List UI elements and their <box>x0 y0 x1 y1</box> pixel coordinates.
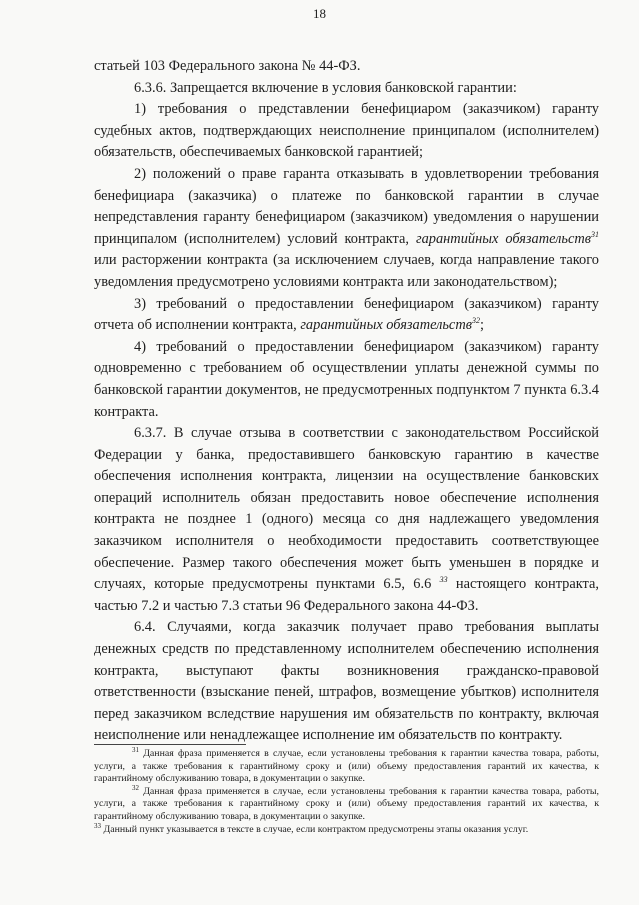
footnote-ref: 31 <box>591 229 599 239</box>
text-run: 6.3.6. Запрещается включение в условия банковской гарантии: <box>134 79 517 96</box>
footnote-separator <box>94 744 246 745</box>
footnote-text: Данная фраза применяется в случае, если установлены требования к гарантии качества товара, работы, услуги, а также требования к гарантийному сроку и (или) объему предоставления гарантий их качества, к гарантийному обслуживанию товара, в документации о закупке. <box>94 785 599 822</box>
text-run: настоящего контракта, частью 7.2 и частью 7.3 статьи 96 Федерального закона 44-ФЗ. <box>94 576 599 614</box>
footnote-mark: 31 <box>132 746 139 754</box>
footnote-mark: 32 <box>132 783 139 792</box>
paragraph-p4 <box>94 294 599 337</box>
footnote-text: Данный пункт указывается в тексте в случае, если контрактом предусмотрены этапы оказания услуг. <box>101 823 529 835</box>
text-run: 4) требований о предоставлении бенефициаром (заказчиком) гаранту одновременно с требованием об осуществлении уплаты денежной суммы по банковской гарантии документов, не предусмотренных подпунктом 7 пункта 6.3.4 контракта. <box>94 338 599 420</box>
footnote-ref: 33 <box>439 575 448 585</box>
text-run: 2) положений о праве гаранта отказывать в удовлетворении требования бенефициара (заказчика) о платеже по банковской гарантии в случае непредставления гаранту бенефициаром (заказчиком) уведомления о нарушении принципалом (исполнителем) условий контракта, <box>94 165 599 247</box>
document-body <box>94 56 599 747</box>
text-run: 3) требований о предоставлении бенефициаром (заказчиком) гаранту отчета об исполнении контракта, <box>94 295 599 334</box>
footnotes <box>94 748 599 836</box>
footnote-ref: 32 <box>471 316 480 326</box>
text-run: 6.4. Случаями, когда заказчик получает право требования выплаты денежных средств по представленному исполнителем обеспечению исполнения контракта, выступают факты возникновения гражданско-правовой ответственности (взыскание пеней, штрафов, возмещение убытков) исполнителя перед заказчиком вследствие нарушения им обязательств по контракту, включая неисполнение или ненадлежащее исполнение им обязательств по контракту. <box>94 619 599 744</box>
text-run: 6.3.7. В случае отзыва в соответствии с законодательством Российской Федерации у банка, предоставившего банковскую гарантию в качестве обеспечения исполнения контракта, лицензии на осуществление банковских операций исполнитель обязан предоставить новое обеспечение исполнения контракта не позднее 1 (одного) месяца со дня надлежащего уведомления заказчиком исполнителя о необходимости предоставить соответствующее обеспечение. Размер такого обеспечения может быть уменьшен в порядке и случаях, которые предусмотрены пунктами 6.5, 6.6 <box>94 425 599 593</box>
footnote-f32 <box>94 783 599 824</box>
text-run: ; <box>479 317 484 334</box>
text-run: статьей 103 Федерального закона № 44-ФЗ. <box>94 58 361 74</box>
text-run: или расторжении контракта (за исключением случаев, когда направление такого уведомления предусмотрено условиями контракта или законодательством); <box>94 252 599 290</box>
paragraph-p7 <box>94 617 599 747</box>
italic-phrase: гарантийных обязательств <box>415 230 591 247</box>
footnote-f33 <box>94 821 599 837</box>
footnote-mark: 33 <box>94 821 101 830</box>
text-run: 1) требования о представлении бенефициаром (заказчиком) гаранту судебных актов, подтверждающих неисполнение принципалом (исполнителем) обязательств, обеспечиваемых банковской гарантией; <box>94 101 599 161</box>
paragraph-p0 <box>94 56 599 78</box>
page-number: 18 <box>313 6 326 21</box>
paragraph-p5 <box>94 337 599 423</box>
paragraph-p1 <box>94 78 599 100</box>
paragraph-p3 <box>94 164 599 294</box>
paragraph-p2 <box>94 99 599 164</box>
footnote-text: Данная фраза применяется в случае, если установлены требования к гарантии качества товара, работы, услуги, а также требования к гарантийному сроку и (или) объему предоставления гарантий их качества, к гарантийному обслуживанию товара, в документации о закупке. <box>94 748 599 785</box>
paragraph-p6 <box>94 423 599 617</box>
italic-phrase: гарантийных обязательств <box>300 317 472 334</box>
footnote-f31 <box>94 748 599 786</box>
